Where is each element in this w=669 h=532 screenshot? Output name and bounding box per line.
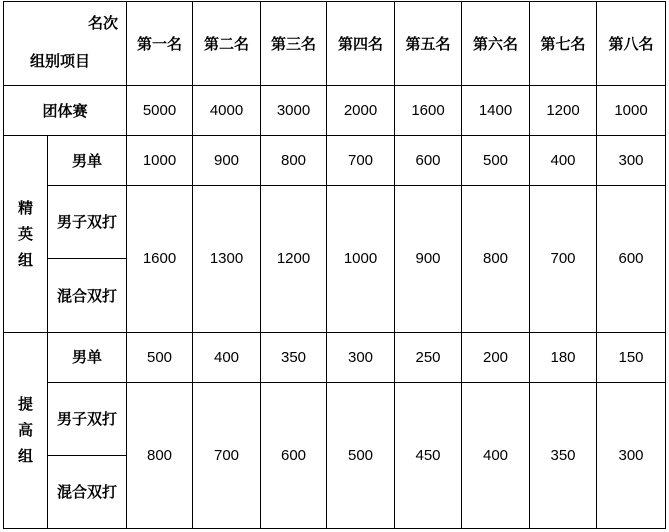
advanced-doubles-label: 男子双打 bbox=[48, 382, 127, 455]
rank-header-6: 第六名 bbox=[462, 2, 530, 86]
elite-mixed-label: 混合双打 bbox=[48, 259, 127, 332]
elite-doubles-value-3: 1200 bbox=[261, 186, 327, 332]
advanced-singles-row bbox=[4, 332, 666, 382]
elite-doubles-value-7: 700 bbox=[530, 186, 597, 332]
elite-singles-value-2: 900 bbox=[193, 136, 261, 186]
corner-rank-label: 名次 bbox=[87, 14, 118, 32]
advanced-doubles-value-3: 600 bbox=[261, 382, 327, 528]
elite-singles-value-5: 600 bbox=[395, 136, 462, 186]
advanced-group-label: 提高组 bbox=[4, 332, 48, 528]
advanced-doubles-value-8: 300 bbox=[597, 382, 666, 528]
elite-singles-value-8: 300 bbox=[597, 136, 666, 186]
team-value-7: 1200 bbox=[530, 86, 597, 136]
elite-doubles-label: 男子双打 bbox=[48, 186, 127, 259]
advanced-singles-value-1: 500 bbox=[127, 332, 193, 382]
elite-doubles-value-4: 1000 bbox=[327, 186, 395, 332]
advanced-singles-value-5: 250 bbox=[395, 332, 462, 382]
advanced-doubles-value-5: 450 bbox=[395, 382, 462, 528]
corner-cell bbox=[4, 2, 127, 86]
elite-singles-row bbox=[4, 136, 666, 186]
team-value-1: 5000 bbox=[127, 86, 193, 136]
advanced-doubles-value-2: 700 bbox=[193, 382, 261, 528]
team-value-3: 3000 bbox=[261, 86, 327, 136]
elite-doubles-value-1: 1600 bbox=[127, 186, 193, 332]
team-value-5: 1600 bbox=[395, 86, 462, 136]
advanced-singles-value-8: 150 bbox=[597, 332, 666, 382]
advanced-singles-value-7: 180 bbox=[530, 332, 597, 382]
rank-header-5: 第五名 bbox=[395, 2, 462, 86]
rank-header-8: 第八名 bbox=[597, 2, 666, 86]
elite-doubles-value-5: 900 bbox=[395, 186, 462, 332]
advanced-singles-value-6: 200 bbox=[462, 332, 530, 382]
rank-header-7: 第七名 bbox=[530, 2, 597, 86]
elite-singles-value-6: 500 bbox=[462, 136, 530, 186]
elite-singles-value-7: 400 bbox=[530, 136, 597, 186]
advanced-doubles-value-1: 800 bbox=[127, 382, 193, 528]
elite-doubles-row bbox=[4, 186, 666, 259]
elite-singles-value-4: 700 bbox=[327, 136, 395, 186]
team-value-6: 1400 bbox=[462, 86, 530, 136]
prize-table bbox=[3, 1, 666, 529]
elite-doubles-value-2: 1300 bbox=[193, 186, 261, 332]
advanced-doubles-value-6: 400 bbox=[462, 382, 530, 528]
elite-singles-value-1: 1000 bbox=[127, 136, 193, 186]
rank-header-2: 第二名 bbox=[193, 2, 261, 86]
rank-header-1: 第一名 bbox=[127, 2, 193, 86]
advanced-doubles-value-4: 500 bbox=[327, 382, 395, 528]
advanced-mixed-label: 混合双打 bbox=[48, 455, 127, 528]
advanced-doubles-row bbox=[4, 382, 666, 455]
advanced-singles-value-3: 350 bbox=[261, 332, 327, 382]
team-value-4: 2000 bbox=[327, 86, 395, 136]
team-value-2: 4000 bbox=[193, 86, 261, 136]
elite-singles-value-3: 800 bbox=[261, 136, 327, 186]
rank-header-4: 第四名 bbox=[327, 2, 395, 86]
team-row bbox=[4, 86, 666, 136]
corner-category-label: 组别项目 bbox=[30, 52, 91, 71]
elite-doubles-value-8: 600 bbox=[597, 186, 666, 332]
elite-singles-label: 男单 bbox=[48, 136, 127, 186]
header-row bbox=[4, 2, 666, 86]
elite-doubles-value-6: 800 bbox=[462, 186, 530, 332]
elite-group-label: 精英组 bbox=[4, 136, 48, 332]
advanced-singles-label: 男单 bbox=[48, 332, 127, 382]
advanced-singles-value-2: 400 bbox=[193, 332, 261, 382]
advanced-doubles-value-7: 350 bbox=[530, 382, 597, 528]
team-value-8: 1000 bbox=[597, 86, 666, 136]
rank-header-3: 第三名 bbox=[261, 2, 327, 86]
advanced-singles-value-4: 300 bbox=[327, 332, 395, 382]
team-label: 团体赛 bbox=[4, 86, 127, 136]
